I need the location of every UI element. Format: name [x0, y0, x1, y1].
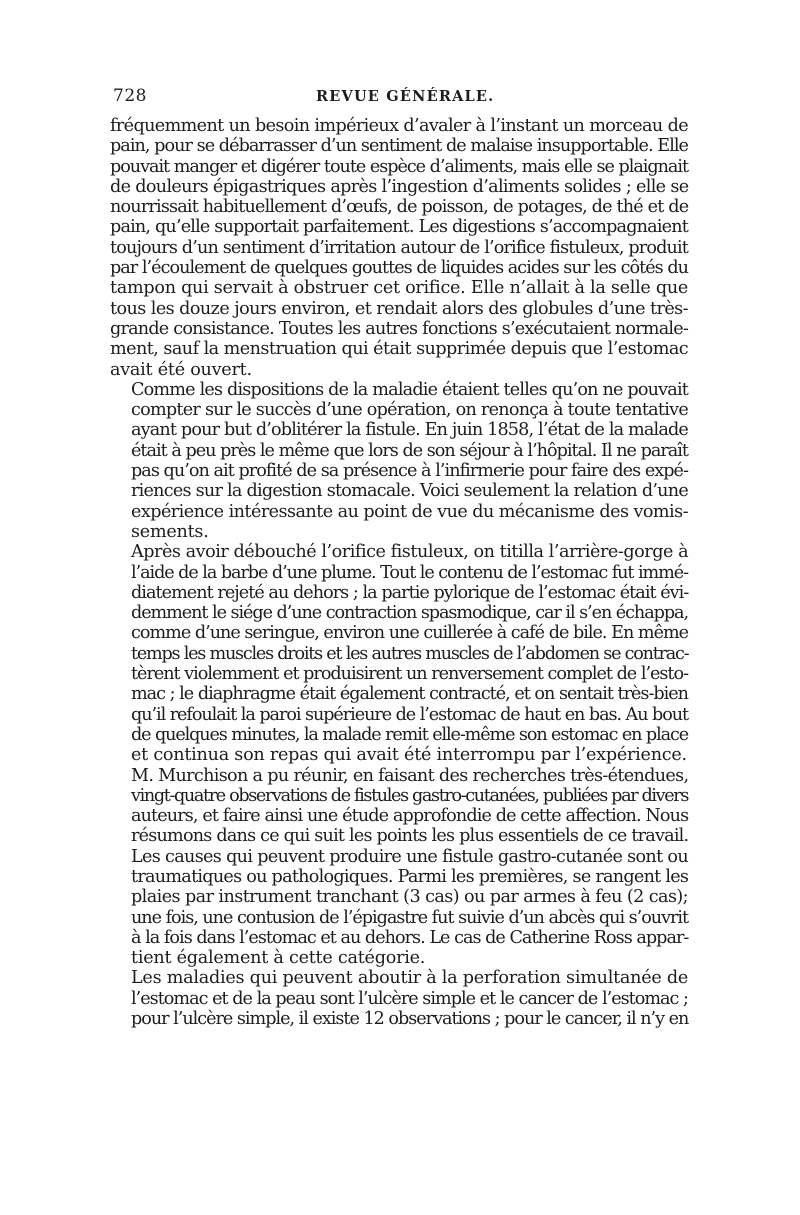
text-line: ment, sauf la menstruation qui était supprimée depuis que l’estomac [110, 339, 689, 360]
running-head [110, 86, 688, 116]
paragraph [110, 766, 688, 847]
text-line: avait été ouvert. [110, 359, 252, 380]
text-line: traumatiques ou pathologiques. Parmi les premières, se rangent les [131, 866, 689, 887]
page-number: 728 [113, 86, 147, 106]
text-line: temps les muscles droits et les autres muscles de l’abdomen se contrac- [131, 643, 689, 664]
text-line: Les causes qui peuvent produire une fistule gastro-cutanée sont ou [131, 846, 688, 867]
text-line: résumons dans ce qui suit les points les plus essentiels de ce travail. [131, 826, 689, 847]
text-line: riences sur la digestion stomacale. Voici seulement la relation d’une [131, 481, 688, 502]
text-line: plaies par instrument tranchant (3 cas) ou par armes à feu (2 cas); [131, 887, 689, 908]
text-line: pain, qu’elle supportait parfaitement. Les digestions s’accompagnaient [110, 217, 688, 238]
text-line: M. Murchison a pu réunir, en faisant des recherches très-étendues, [131, 765, 689, 786]
paragraph [110, 542, 688, 765]
text-line: ayant pour but d’oblitérer la fistule. En juin 1858, l’état de la malade [131, 420, 689, 441]
running-title: REVUE GÉNÉRALE. [316, 88, 495, 105]
paragraph [110, 116, 688, 380]
text-line: comme d’une seringue, environ une cuillerée à café de bile. En même [131, 623, 689, 644]
text-line: pain, pour se débarrasser d’un sentiment de malaise insupportable. Elle [110, 136, 688, 157]
text-line: fréquemment un besoin impérieux d’avaler à l’instant un morceau de [110, 116, 688, 136]
text-line: par l’écoulement de quelques gouttes de liquides acides sur les côtés du [110, 258, 688, 279]
text-line: vingt-quatre observations de fistules gastro-cutanées, publiées par divers [131, 785, 689, 806]
text-line: Après avoir débouché l’orifice fistuleux, on titilla l’arrière-gorge à [131, 542, 689, 563]
text-line: expérience intéressante au point de vue du mécanisme des vomis- [131, 501, 688, 522]
body-text [110, 116, 688, 1029]
paragraph [110, 968, 688, 1029]
text-line: Les maladies qui peuvent aboutir à la perforation simultanée de [131, 968, 689, 989]
paragraph [110, 847, 688, 969]
text-line: sements. [131, 521, 209, 542]
book-page [110, 86, 688, 1029]
text-line: pas qu’on ait profité de sa présence à l’infirmerie pour faire des expé- [131, 461, 688, 482]
text-line: demment le siége d’une contraction spasmodique, car il s’en échappa, [131, 603, 688, 624]
text-line: qu’il refoulait la paroi supérieure de l’estomac de haut en bas. Au bout [131, 704, 689, 725]
text-line: de quelques minutes, la malade remit elle-même son estomac en place [131, 724, 688, 745]
text-line: était à peu près le même que lors de son séjour à l’hôpital. Il ne paraît [131, 440, 688, 461]
text-line: l’aide de la barbe d’une plume. Tout le contenu de l’estomac fut immé- [131, 562, 688, 583]
text-line: grande consistance. Toutes les autres fonctions s’exécutaient normale- [110, 318, 688, 339]
text-line: une fois, une contusion de l’épigastre fut suivie d’un abcès qui s’ouvrit [131, 907, 688, 928]
text-line: tient également à cette catégorie. [131, 948, 426, 969]
text-line: pouvait manger et digérer toute espèce d’aliments, mais elle se plaignait [110, 156, 688, 177]
text-line: auteurs, et faire ainsi une étude approfondie de cette affection. Nous [131, 806, 689, 827]
text-line: l’estomac et de la peau sont l’ulcère simple et le cancer de l’estomac ; [131, 988, 688, 1009]
text-line: Comme les dispositions de la maladie étaient telles qu’on ne pouvait [131, 379, 689, 400]
text-line: de douleurs épigastriques après l’ingestion d’aliments solides ; elle se [110, 176, 689, 197]
text-line: pour l’ulcère simple, il existe 12 observations ; pour le cancer, il n’y en [131, 1009, 689, 1030]
text-line: diatement rejeté au dehors ; la partie pylorique de l’estomac était évi- [131, 582, 689, 603]
paragraph [110, 380, 688, 542]
text-line: à la fois dans l’estomac et au dehors. Le cas de Catherine Ross appar- [131, 927, 689, 948]
text-line: mac ; le diaphragme était également contracté, et on sentait très-bien [131, 684, 688, 705]
text-line: compter sur le succès d’une opération, on renonça à toute tentative [131, 400, 688, 421]
text-line: tous les douze jours environ, et rendait alors des globules d’une très- [110, 298, 688, 319]
text-line: et continua son repas qui avait été interrompu par l’expérience. [131, 745, 687, 766]
text-line: tampon qui servait à obstruer cet orifice. Elle n’allait à la selle que [110, 278, 689, 299]
text-line: toujours d’un sentiment d’irritation autour de l’orifice fistuleux, produit [110, 237, 688, 258]
text-line: nourrissait habituellement d’œufs, de poisson, de potages, de thé et de [110, 197, 689, 218]
text-line: tèrent violemment et produisirent un renversement complet de l’esto- [131, 664, 688, 685]
